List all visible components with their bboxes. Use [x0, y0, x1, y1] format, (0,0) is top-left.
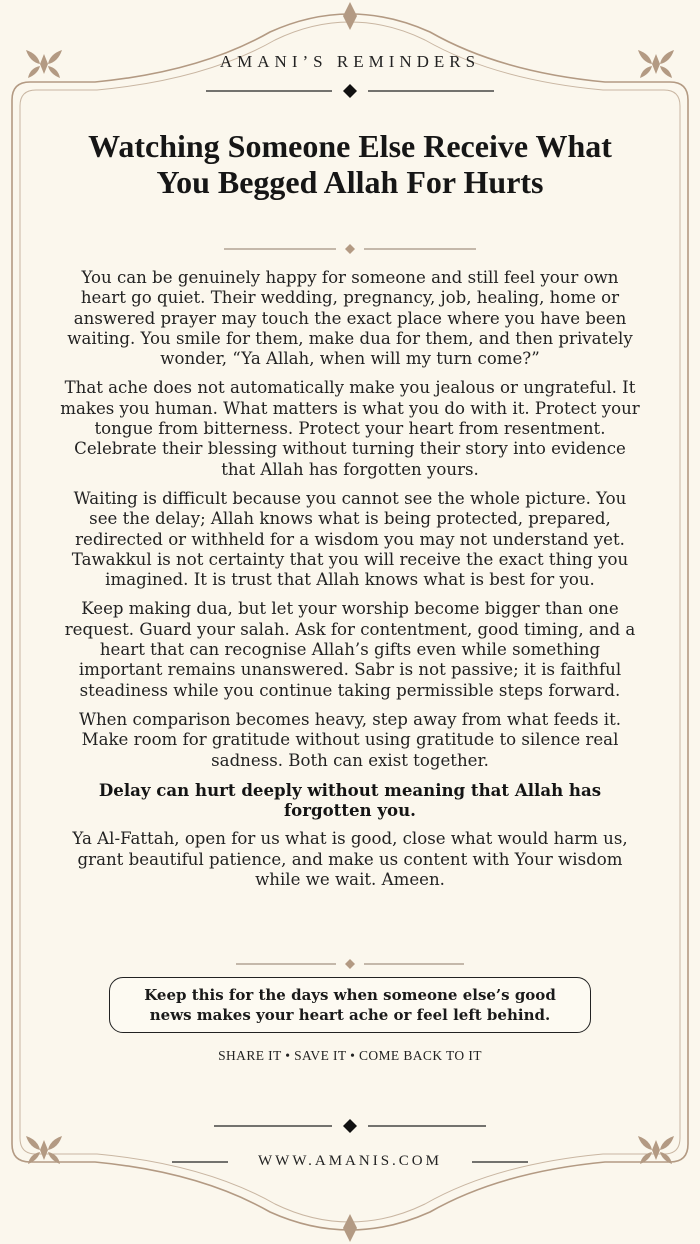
- keep-note-box: [109, 977, 591, 1033]
- share-line: SHARE IT • SAVE IT • COME BACK TO IT: [218, 1048, 482, 1063]
- paragraph: You can be genuinely happy for someone and still feel your own heart go quiet. Their wedding, pregnancy, job, healing, home or answered prayer may touch the exact place where you have been waiting. You smile for them, make dua for them, and then privately wonder, “Ya Allah, when will my turn come?”: [67, 268, 633, 369]
- diamond-icon: [345, 959, 355, 969]
- bottom-ornament-icon: [343, 1214, 357, 1242]
- diamond-icon: [345, 244, 355, 254]
- closing-divider: [236, 959, 464, 969]
- brand-divider: [206, 84, 494, 98]
- top-ornament-icon: [343, 2, 357, 30]
- page-title: Watching Someone Else Receive What You Begged Allah For Hurts: [88, 128, 612, 200]
- emphasis-line: Delay can hurt deeply without meaning that Allah has forgotten you.: [98, 779, 602, 821]
- brand-name: AMANI’S REMINDERS: [219, 52, 481, 71]
- title-divider: [224, 244, 476, 254]
- footer-divider: [214, 1119, 486, 1133]
- diamond-icon: [343, 84, 357, 98]
- keep-note-text: Keep this for the days when someone else’s good news makes your heart ache or feel left behind.: [144, 986, 556, 1024]
- paragraph: When comparison becomes heavy, step away from what feeds it. Make room for gratitude without using gratitude to silence real sadness. Both can exist together.: [78, 709, 622, 770]
- website-url: WWW.AMANIS.COM: [258, 1153, 442, 1169]
- paragraph: Keep making dua, but let your worship become bigger than one request. Guard your salah. Ask for contentment, good timing, and a heart that can recognise Allah’s gifts even while something important remains unanswered. Sabr is not passive; it is faithful steadiness while you continue taking permissible steps forward.: [64, 599, 636, 700]
- article-body: [58, 268, 642, 899]
- dua-paragraph: Ya Al-Fattah, open for us what is good, close what would harm us, grant beautiful patience, and make us content with Your wisdom while we wait. Ameen.: [72, 829, 628, 890]
- diamond-icon: [343, 1119, 357, 1133]
- paragraph: Waiting is difficult because you cannot see the whole picture. You see the delay; Allah knows what is being protected, prepared, redirected or withheld for a wisdom you may not understand yet. Tawakkul is not certainty that you will receive the exact thing you imagined. It is trust that Allah knows what is best for you.: [71, 488, 629, 590]
- paragraph: That ache does not automatically make you jealous or ungrateful. It makes you human. What matters is what you do with it. Protect your tongue from bitterness. Protect your heart from resentment. Celebrate their blessing without turning their story into evidence that Allah has forgotten yours.: [60, 378, 640, 479]
